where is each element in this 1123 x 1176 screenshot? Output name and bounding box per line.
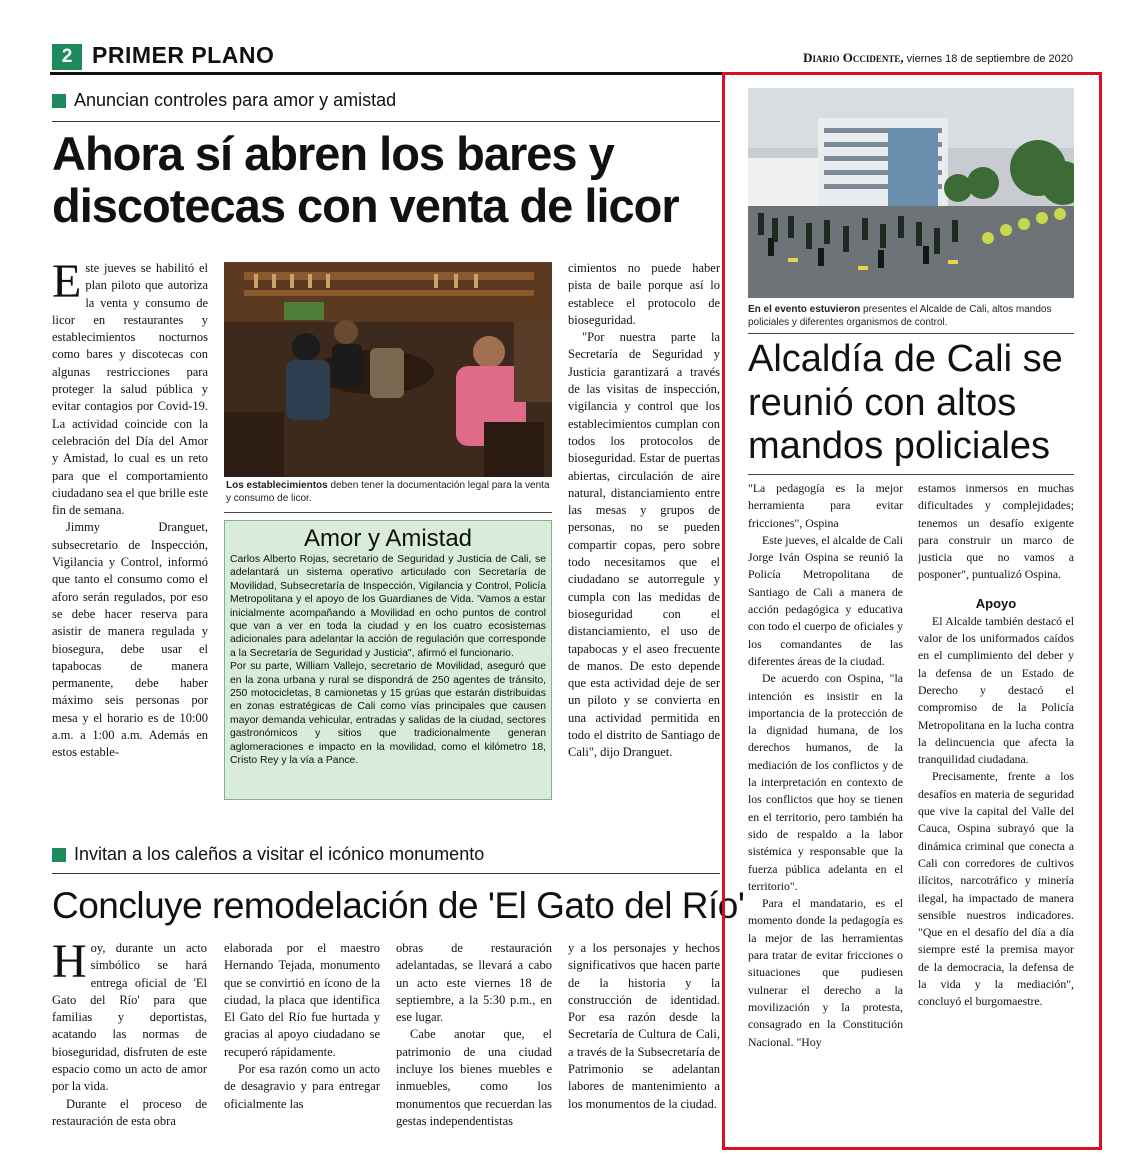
kicker-square-icon <box>52 848 66 862</box>
caption-rule <box>224 512 552 513</box>
pull-quote: "La pedagogía es la mejor herramienta para evitar fricciones", Ospina <box>748 481 903 530</box>
article2-kicker <box>52 844 484 865</box>
box-paragraph: Por su parte, William Vallejo, secretario de Movilidad, aseguró que en la zona urbana y rural se dispondrá de 250 agentes de tránsito, 250 motocicletas, 8 camionetas y 15 grúas que estarán distribuidas en zonas estratégicas de Cali como vías principales que causen mayor demanda vehicular, entradas y salidas de la ciudad, sectores gastronómicos y sitios que tradicionalmente generan aglomeraciones e impacto en la movilidad, como el kilómetro 18, Cristo Rey y la vía a Pance. <box>230 661 546 767</box>
police-photo-image <box>748 88 1074 298</box>
article2-column-1 <box>52 940 207 1130</box>
article2-column-4 <box>568 940 720 1130</box>
article3-column-1 <box>748 480 903 1140</box>
page-number: 2 <box>52 44 82 70</box>
bar-photo-caption: Los establecimientos deben tener la documentación legal para la venta y consumo de licor. <box>226 480 550 504</box>
paragraph: Durante el proceso de restauración de esta obra <box>52 1096 207 1128</box>
article3-column-2 <box>918 480 1074 1140</box>
box-paragraph: Carlos Alberto Rojas, secretario de Seguridad y Justicia de Cali, se adelantará un sistema operativo articulado con Secretaría de Movilidad, Subsecretaría de Inspección, Vigilancia y Control, Policía Metropolitana y el apoyo de los Guardianes de Vida. 'Vamos a estar inicialmente acompañando a Movilidad en ocho puntos de control que van a ver en toda la ciudad y en los cuatro ecosistemas adicionales para adelantar la acción de regulación que corresponde a la Secretaría de Seguridad y Justicia", afirmó el funcionario. <box>230 554 546 659</box>
article2-column-3 <box>396 940 552 1130</box>
article3-headline: Alcaldía de Cali se reunió con altos mandos policiales <box>748 338 1063 468</box>
paragraph: Por esa razón como un acto de desagravio y para entregar oficialmente las <box>224 1062 380 1111</box>
article2-kicker-text: Invitan a los caleños a visitar el icónico monumento <box>74 844 485 864</box>
article1-column-3 <box>568 260 720 808</box>
paragraph: Para el mandatario, es el momento donde la pedagogía es la mejor de las herramientas para tratar de evitar fricciones o situaciones que pudiesen vulnerar el derecho a la movilización y la protesta, consagrado en la Constitución Nacional. "Hoy <box>748 896 903 1049</box>
paragraph: "Por nuestra parte la Secretaría de Seguridad y Justicia garantizará a través de las visitas de inspección, vigilancia y control que los establecimientos cumplan con todos los protocolos de bioseguridad. Estar de puertas abiertas, circulación de aire natural, distanciamiento entre las mesas y grupos de personas, no se pueden compartir copas, pero sobre todo necesitamos que el ciudadano se autorregule y cumpla con las medidas de bioseguridad con el distanciamiento, el uso de tapabocas y el aseo frecuente de manos. De esto depende que esta actividad deje de ser un piloto y se convierta en una actividad permitida en todo el distrito de Santiago de Cali", dijo Dranguet. <box>568 330 720 760</box>
dateline <box>803 50 1073 66</box>
paragraph: Precisamente, frente a los desafíos en materia de seguridad que vive la capital del Valle del Cauca, Ospina subrayó que la dinámica criminal que conecta a Cali con corredores de cultivos ilícitos, narcotráfico y minería ilegal, ha impactado de manera sensible nuestros indicadores. "Que en el desafío del día a día siempre esté la premisa mayor de la democracia, la defensa de la vida y la mediación", concluyó el burgomaestre. <box>918 769 1074 1009</box>
kicker-rule <box>52 873 720 874</box>
paragraph: Jimmy Dranguet, subsecretario de Inspección, Vigilancia y Control, informó que tanto el consumo como el aforo serán regulados, por eso se debe hacer reserva para asistir de manera regulada y biosegura, debe usar el tapabocas de manera permanente, debe haber máximo seis personas por mesa y el horario es de 10:00 a.m. a 1:00 a.m. Además en estos estable- <box>52 520 208 760</box>
paragraph: cimientos no puede haber pista de baile porque así lo establece el protocolo de bioseguridad. <box>568 261 720 327</box>
section-title: PRIMER PLANO <box>92 42 275 68</box>
dropcap: H <box>52 940 87 988</box>
paragraph: Cabe anotar que, el patrimonio de una ciudad incluye los bienes muebles e inmuebles, como los monumentos que recuerdan las gestas independentistas <box>396 1027 552 1128</box>
bar-photo <box>224 262 552 477</box>
article2-column-2 <box>224 940 380 1130</box>
paragraph: y a los personajes y hechos significativos que hacen parte de la historia y la construcción de identidad. Por esa razón desde la Secretaría de Cultura de Cali, a través de la Subsecretaría de Patrimonio se adelantan labores de mantenimiento a los monumentos de la ciudad. <box>568 941 720 1111</box>
paragraph: El Alcalde también destacó el valor de los uniformados caídos en el cumplimiento del deber y la defensa de un Estado de Derecho y destacó el compromiso de la Policía Metropolitana en la lucha contra la delincuencia que afecta la tranquilidad ciudadana. <box>918 613 1074 767</box>
amor-amistad-box <box>224 520 552 800</box>
police-photo-caption: En el evento estuvieron presentes el Alcalde de Cali, altos mandos policiales y diferentes organismos de control. <box>748 304 1052 328</box>
paragraph: Este jueves se habilitó el plan piloto que autoriza la venta y consumo de licor en restaurantes y establecimientos nocturnos como bares y discotecas con algunas restricciones para proteger la salud pública y evitar contagios por Covid-19. La actividad coincide con la celebración del Día del Amor y Amistad, lo cual es un reto para que el comportamiento ciudadano sea el que brille este fin de semana. <box>52 260 208 518</box>
article1-column-1 <box>52 260 208 808</box>
bar-photo-image <box>224 262 552 477</box>
paragraph: De acuerdo con Ospina, "la intención es insistir en la importancia de la protección de la dignidad humana, de los derechos humanos, de la mediación de los conflictos y de la interpretación en contexto de los conflictos que hoy se tienen en el territorio, pero también ha sido de respaldo a la labor sistémica y responsable que la fuerza pública adelanta en el territorio". <box>748 671 903 893</box>
article1-kicker-text: Anuncian controles para amor y amistad <box>74 90 397 110</box>
box-title: Amor y Amistad <box>303 525 473 552</box>
caption-rule <box>748 333 1074 334</box>
dropcap: E <box>52 260 82 308</box>
headline-rule <box>748 474 1074 475</box>
paragraph: elaborada por el maestro Hernando Tejada, monumento que se convirtió en ícono de la ciudad, la placa que identifica El Gato del Río fue hurtada y gracias al apoyo ciudadano se recuperó rápidamente. <box>224 941 380 1059</box>
paragraph: obras de restauración adelantadas, se llevará a cabo un acto este viernes 18 de septiembre, a la 5:30 p.m., en ese lugar. <box>396 941 552 1025</box>
subhead: Apoyo <box>975 595 1017 611</box>
paragraph: Hoy, durante un acto simbólico se hará entrega oficial de 'El Gato del Río' para que familias y deportistas, acatando las normas de bioseguridad, disfruten de este espacio como un acto de amor por la vida. <box>52 940 207 1094</box>
paragraph: Este jueves, el alcalde de Cali Jorge Iván Ospina se reunió la Policía Metropolitana de Santiago de Cali a manera de acción pedagógica y educativa con todo el cuerpo de oficiales y los comandantes de las diferentes áreas de la ciudad. <box>748 532 903 668</box>
kicker-square-icon <box>52 94 66 108</box>
publication-date: viernes 18 de septiembre de 2020 <box>903 53 1073 65</box>
article2-headline: Concluye remodelación de 'El Gato del Río' <box>52 885 745 926</box>
article1-kicker <box>52 90 396 111</box>
newspaper-name: Diario Occidente, <box>803 50 904 65</box>
kicker-rule <box>52 121 720 122</box>
article1-headline: Ahora sí abren los bares y discotecas con venta de licor <box>52 127 679 232</box>
police-photo <box>748 88 1074 298</box>
paragraph: estamos inmersos en muchas dificultades y complejidades; tenemos un desafío exigente para construir un marco de justicia que no vamos a posponer", puntualizó Ospina. <box>918 481 1074 582</box>
